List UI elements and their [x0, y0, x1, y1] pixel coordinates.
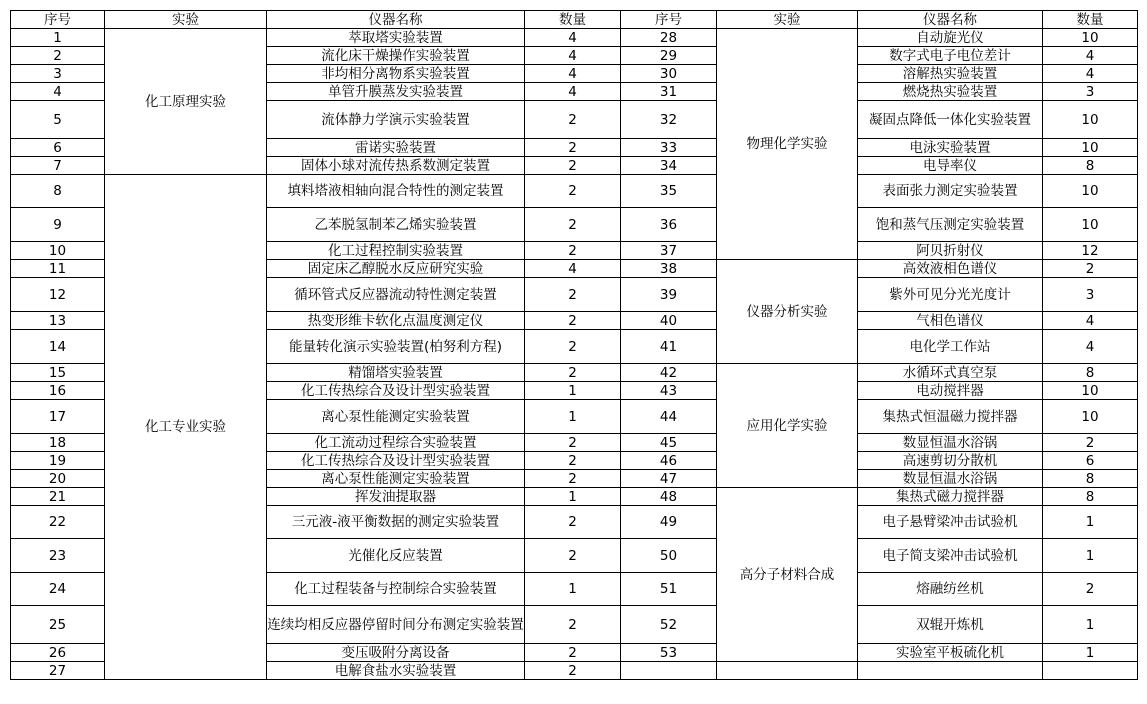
left-instrument-cell: 单管升膜蒸发实验装置 [267, 83, 525, 101]
left-instrument-cell: 循环管式反应器流动特性测定装置 [267, 278, 525, 312]
right-qty-cell: 4 [1043, 65, 1138, 83]
right-experiment-cell: 仪器分析实验 [717, 260, 858, 364]
left-qty-cell: 4 [525, 260, 621, 278]
left-instrument-cell: 流化床干燥操作实验装置 [267, 47, 525, 65]
right-seq-cell: 41 [621, 330, 717, 364]
left-seq-cell: 14 [11, 330, 105, 364]
right-qty-cell: 3 [1043, 83, 1138, 101]
header-qty-right: 数量 [1043, 11, 1138, 29]
left-qty-cell: 2 [525, 364, 621, 382]
left-seq-cell: 25 [11, 606, 105, 644]
right-instrument-cell: 高速剪切分散机 [858, 452, 1043, 470]
left-seq-cell: 21 [11, 488, 105, 506]
left-instrument-cell: 乙苯脱氢制苯乙烯实验装置 [267, 208, 525, 242]
left-instrument-cell: 光催化反应装置 [267, 539, 525, 573]
right-instrument-cell: 数显恒温水浴锅 [858, 434, 1043, 452]
right-seq-cell: 48 [621, 488, 717, 506]
right-qty-cell: 8 [1043, 470, 1138, 488]
right-instrument-cell: 紫外可见分光光度计 [858, 278, 1043, 312]
right-instrument-cell: 电动搅拌器 [858, 382, 1043, 400]
left-qty-cell: 2 [525, 242, 621, 260]
right-seq-cell: 28 [621, 29, 717, 47]
header-instrument-left: 仪器名称 [267, 11, 525, 29]
left-instrument-cell: 化工流动过程综合实验装置 [267, 434, 525, 452]
left-qty-cell: 2 [525, 157, 621, 175]
right-experiment-cell [717, 662, 858, 680]
right-instrument-cell: 燃烧热实验装置 [858, 83, 1043, 101]
left-qty-cell: 1 [525, 573, 621, 606]
right-seq-cell: 36 [621, 208, 717, 242]
right-seq-cell: 51 [621, 573, 717, 606]
left-seq-cell: 24 [11, 573, 105, 606]
right-seq-cell: 38 [621, 260, 717, 278]
right-instrument-cell: 阿贝折射仪 [858, 242, 1043, 260]
left-seq-cell: 13 [11, 312, 105, 330]
right-instrument-cell: 表面张力测定实验装置 [858, 175, 1043, 208]
header-qty-left: 数量 [525, 11, 621, 29]
right-seq-cell: 45 [621, 434, 717, 452]
left-qty-cell: 4 [525, 83, 621, 101]
table-row [11, 29, 1138, 47]
left-instrument-cell: 能量转化演示实验装置(柏努利方程) [267, 330, 525, 364]
left-instrument-cell: 化工过程控制实验装置 [267, 242, 525, 260]
left-seq-cell: 5 [11, 101, 105, 139]
right-qty-cell [1043, 662, 1138, 680]
right-qty-cell: 2 [1043, 260, 1138, 278]
left-instrument-cell: 萃取塔实验装置 [267, 29, 525, 47]
right-seq-cell: 49 [621, 506, 717, 539]
left-qty-cell: 2 [525, 208, 621, 242]
left-instrument-cell: 离心泵性能测定实验装置 [267, 470, 525, 488]
right-qty-cell: 10 [1043, 382, 1138, 400]
right-seq-cell: 50 [621, 539, 717, 573]
left-seq-cell: 6 [11, 139, 105, 157]
left-seq-cell: 3 [11, 65, 105, 83]
left-qty-cell: 4 [525, 65, 621, 83]
right-qty-cell: 1 [1043, 506, 1138, 539]
right-seq-cell: 35 [621, 175, 717, 208]
right-qty-cell: 10 [1043, 208, 1138, 242]
left-seq-cell: 8 [11, 175, 105, 208]
left-seq-cell: 9 [11, 208, 105, 242]
header-experiment-right: 实验 [717, 11, 858, 29]
left-instrument-cell: 电解食盐水实验装置 [267, 662, 525, 680]
right-instrument-cell: 电化学工作站 [858, 330, 1043, 364]
left-seq-cell: 12 [11, 278, 105, 312]
right-instrument-cell: 熔融纺丝机 [858, 573, 1043, 606]
left-seq-cell: 4 [11, 83, 105, 101]
left-seq-cell: 27 [11, 662, 105, 680]
left-instrument-cell: 固定床乙醇脱水反应研究实验 [267, 260, 525, 278]
right-instrument-cell: 电子简支梁冲击试验机 [858, 539, 1043, 573]
left-qty-cell: 2 [525, 312, 621, 330]
left-instrument-cell: 填料塔液相轴向混合特性的测定装置 [267, 175, 525, 208]
left-qty-cell: 2 [525, 506, 621, 539]
header-row [11, 11, 1138, 29]
left-qty-cell: 2 [525, 278, 621, 312]
right-instrument-cell: 饱和蒸气压测定实验装置 [858, 208, 1043, 242]
right-seq-cell: 34 [621, 157, 717, 175]
header-instrument-right: 仪器名称 [858, 11, 1043, 29]
left-qty-cell: 2 [525, 470, 621, 488]
left-qty-cell: 1 [525, 382, 621, 400]
left-seq-cell: 1 [11, 29, 105, 47]
left-instrument-cell: 离心泵性能测定实验装置 [267, 400, 525, 434]
right-seq-cell: 29 [621, 47, 717, 65]
left-instrument-cell: 固体小球对流传热系数测定装置 [267, 157, 525, 175]
header-experiment-left: 实验 [105, 11, 267, 29]
left-instrument-cell: 连续均相反应器停留时间分布测定实验装置 [267, 606, 525, 644]
left-seq-cell: 22 [11, 506, 105, 539]
left-qty-cell: 2 [525, 101, 621, 139]
left-instrument-cell: 热变形维卡软化点温度测定仪 [267, 312, 525, 330]
right-qty-cell: 2 [1043, 573, 1138, 606]
left-instrument-cell: 流体静力学演示实验装置 [267, 101, 525, 139]
right-seq-cell: 32 [621, 101, 717, 139]
right-seq-cell: 40 [621, 312, 717, 330]
right-instrument-cell: 数字式电子电位差计 [858, 47, 1043, 65]
right-qty-cell: 4 [1043, 312, 1138, 330]
right-experiment-cell: 应用化学实验 [717, 364, 858, 488]
right-qty-cell: 4 [1043, 330, 1138, 364]
right-instrument-cell: 溶解热实验装置 [858, 65, 1043, 83]
right-seq-cell: 30 [621, 65, 717, 83]
left-instrument-cell: 三元液-液平衡数据的测定实验装置 [267, 506, 525, 539]
left-instrument-cell: 变压吸附分离设备 [267, 644, 525, 662]
right-qty-cell: 12 [1043, 242, 1138, 260]
right-qty-cell: 10 [1043, 139, 1138, 157]
right-instrument-cell: 自动旋光仪 [858, 29, 1043, 47]
right-instrument-cell: 集热式恒温磁力搅拌器 [858, 400, 1043, 434]
right-instrument-cell: 双辊开炼机 [858, 606, 1043, 644]
left-qty-cell: 4 [525, 29, 621, 47]
left-seq-cell: 15 [11, 364, 105, 382]
right-instrument-cell: 水循环式真空泵 [858, 364, 1043, 382]
right-seq-cell: 43 [621, 382, 717, 400]
left-qty-cell: 2 [525, 175, 621, 208]
right-instrument-cell: 集热式磁力搅拌器 [858, 488, 1043, 506]
right-qty-cell: 6 [1043, 452, 1138, 470]
left-qty-cell: 2 [525, 662, 621, 680]
left-seq-cell: 18 [11, 434, 105, 452]
left-instrument-cell: 化工传热综合及设计型实验装置 [267, 382, 525, 400]
left-seq-cell: 20 [11, 470, 105, 488]
left-qty-cell: 2 [525, 139, 621, 157]
left-instrument-cell: 挥发油提取器 [267, 488, 525, 506]
left-instrument-cell: 化工过程装备与控制综合实验装置 [267, 573, 525, 606]
left-qty-cell: 2 [525, 644, 621, 662]
right-seq-cell [621, 662, 717, 680]
left-qty-cell: 1 [525, 400, 621, 434]
left-qty-cell: 2 [525, 606, 621, 644]
left-qty-cell: 1 [525, 488, 621, 506]
right-instrument-cell: 电泳实验装置 [858, 139, 1043, 157]
right-qty-cell: 10 [1043, 400, 1138, 434]
right-qty-cell: 10 [1043, 29, 1138, 47]
right-instrument-cell: 电子悬臂梁冲击试验机 [858, 506, 1043, 539]
left-experiment-cell: 化工专业实验 [105, 175, 267, 680]
left-qty-cell: 2 [525, 434, 621, 452]
left-seq-cell: 26 [11, 644, 105, 662]
header-seq-left: 序号 [11, 11, 105, 29]
left-qty-cell: 2 [525, 330, 621, 364]
table-row [11, 175, 1138, 208]
left-seq-cell: 10 [11, 242, 105, 260]
left-seq-cell: 16 [11, 382, 105, 400]
left-instrument-cell: 化工传热综合及设计型实验装置 [267, 452, 525, 470]
right-instrument-cell [858, 662, 1043, 680]
right-qty-cell: 8 [1043, 157, 1138, 175]
right-instrument-cell: 数显恒温水浴锅 [858, 470, 1043, 488]
right-qty-cell: 10 [1043, 175, 1138, 208]
equipment-table [10, 10, 1138, 680]
right-seq-cell: 42 [621, 364, 717, 382]
left-instrument-cell: 非均相分离物系实验装置 [267, 65, 525, 83]
right-instrument-cell: 实验室平板硫化机 [858, 644, 1043, 662]
right-instrument-cell: 高效液相色谱仪 [858, 260, 1043, 278]
right-seq-cell: 39 [621, 278, 717, 312]
left-experiment-cell: 化工原理实验 [105, 29, 267, 175]
right-qty-cell: 1 [1043, 606, 1138, 644]
left-seq-cell: 11 [11, 260, 105, 278]
right-seq-cell: 33 [621, 139, 717, 157]
right-qty-cell: 1 [1043, 539, 1138, 573]
right-seq-cell: 47 [621, 470, 717, 488]
left-qty-cell: 2 [525, 539, 621, 573]
right-qty-cell: 8 [1043, 364, 1138, 382]
right-seq-cell: 31 [621, 83, 717, 101]
header-seq-right: 序号 [621, 11, 717, 29]
left-seq-cell: 2 [11, 47, 105, 65]
right-qty-cell: 2 [1043, 434, 1138, 452]
left-seq-cell: 17 [11, 400, 105, 434]
table-body [11, 29, 1138, 680]
right-qty-cell: 1 [1043, 644, 1138, 662]
right-instrument-cell: 气相色谱仪 [858, 312, 1043, 330]
left-instrument-cell: 雷诺实验装置 [267, 139, 525, 157]
right-qty-cell: 10 [1043, 101, 1138, 139]
right-instrument-cell: 凝固点降低一体化实验装置 [858, 101, 1043, 139]
right-experiment-cell: 高分子材料合成 [717, 488, 858, 662]
left-seq-cell: 7 [11, 157, 105, 175]
left-seq-cell: 23 [11, 539, 105, 573]
right-qty-cell: 8 [1043, 488, 1138, 506]
left-seq-cell: 19 [11, 452, 105, 470]
right-seq-cell: 53 [621, 644, 717, 662]
right-seq-cell: 37 [621, 242, 717, 260]
right-instrument-cell: 电导率仪 [858, 157, 1043, 175]
left-qty-cell: 4 [525, 47, 621, 65]
right-experiment-cell: 物理化学实验 [717, 29, 858, 260]
right-qty-cell: 3 [1043, 278, 1138, 312]
right-seq-cell: 52 [621, 606, 717, 644]
right-seq-cell: 44 [621, 400, 717, 434]
right-seq-cell: 46 [621, 452, 717, 470]
left-qty-cell: 2 [525, 452, 621, 470]
left-instrument-cell: 精馏塔实验装置 [267, 364, 525, 382]
right-qty-cell: 4 [1043, 47, 1138, 65]
